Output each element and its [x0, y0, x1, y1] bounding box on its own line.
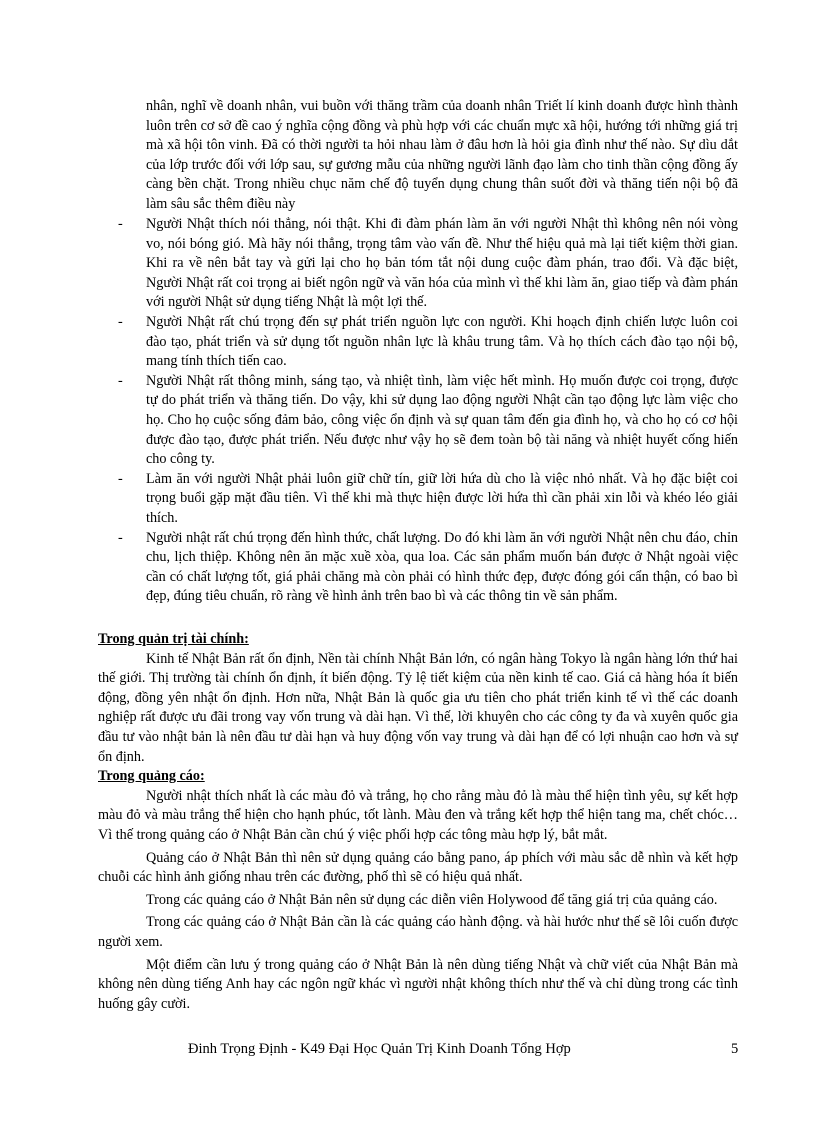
bullet-text: Làm ăn với người Nhật phải luôn giữ chữ tín, giữ lời hứa dù cho là việc nhỏ nhất. Và họ đặc biệt coi trọng buổi gặp mặt đầu tiên. Vì thế khi mà thực hiện được lời hứa thì cần phải xin lỗi và khéo léo giải thích. [146, 470, 738, 526]
bullet-text: Người Nhật thích nói thẳng, nói thật. Khi đi đàm phán làm ăn với người Nhật thì không nên nói vòng vo, nói bóng gió. Mà hãy nói thẳng, trọng tâm vào vấn đề. Như thế hiệu quả mà lại tiết kiệm thời gian. Khi ra về nên bắt tay và gửi lại cho họ bản tóm tắt nội dung cuộc đàm phán, trao đổi. Và đặc biệt, Người Nhật rất coi trọng ai biết ngôn ngữ và văn hóa của mình vì thế khi làm ăn, giao tiếp và đàm phán với người Nhật sử dụng tiếng Nhật là một lợi thế. [146, 216, 738, 311]
bullet-dash: - [118, 313, 123, 330]
continued-paragraph: nhân, nghĩ về doanh nhân, vui buồn với thăng trầm của doanh nhân Triết lí kinh doanh được hình thành luôn trên cơ sở đề cao ý nghĩa cộng đồng và phù hợp với các chuẩn mực xã hội, hướng tới những giá trị mà xã hội tôn vinh. Đã có thời người ta hỏi nhau làm ở đâu hơn là hỏi gia đình như thế nào. Sự dìu dắt của lớp trước đối với lớp sau, sự gương mẫu của những người lãnh đạo làm cho tinh thần cộng đồng ấy càng bền chặt. Trong nhiều chục năm chế độ tuyển dụng chung thân suốt đời và thăng tiến nội bộ đã làm sâu sắc thêm điều này [146, 98, 738, 212]
finance-heading: Trong quản trị tài chính: [98, 631, 249, 647]
finance-paragraph: Kinh tế Nhật Bản rất ổn định, Nền tài chính Nhật Bản lớn, có ngân hàng Tokyo là ngân hàng lớn thứ hai thế giới. Thị trường tài chính ổn định, ít biến động. Tỷ lệ tiết kiệm của nền kinh tế cao. Giá cả hàng hóa ít biến động, đồng yên nhật ổn định. Hơn nữa, Nhật Bản là quốc gia ưu tiên cho phát triển kinh tế vì thế các doanh nghiệp rất được ưu đãi trong vay vốn trung và dài hạn. Vì thế, lời khuyên cho các công ty đa và xuyên quốc gia đầu tư vào nhật bản là nên đầu tư dài hạn và huy động vốn vay trung và dài hạn để có lợi nhuận cao hơn và sự ổn định. [98, 650, 738, 765]
bullet-item [118, 215, 738, 313]
footer-author-text: Đinh Trọng Định - K49 Đại Học Quản Trị Kinh Doanh Tổng Hợp [188, 1041, 571, 1057]
advertising-paragraph: Một điểm cần lưu ý trong quảng cáo ở Nhật Bản là nên dùng tiếng Nhật và chữ viết của Nhật Bản mà không nên dùng tiếng Anh hay các ngôn ngữ khác vì người nhật không thích như thế và chỉ dùng trong các tình huống gây cười. [98, 956, 738, 1012]
bullet-item [118, 372, 738, 470]
lower-sections [98, 630, 738, 1014]
bullet-item [118, 529, 738, 607]
bullet-text: Người Nhật rất chú trọng đến sự phát triển nguồn lực con người. Khi hoạch định chiến lược luôn coi đào tạo, phát triển và sử dụng tốt nguồn nhân lực là khâu trung tâm. Và họ thích cách đào tạo nội bộ, mang tính thích tiến cao. [146, 313, 738, 370]
page-number: 5 [731, 1041, 739, 1057]
advertising-heading: Trong quảng cáo: [98, 768, 205, 785]
advertising-paragraph: Người nhật thích nhất là các màu đỏ và trắng, họ cho rằng màu đỏ là màu thể hiện tình yêu, sự kết hợp màu đỏ và màu trắng thể hiện cho hạnh phúc, tốt lành. Màu đen và trắng kết hợp thể hiện tang ma, chết chóc… Vì thế trong quảng cáo ở Nhật Bản cần chú ý việc phối hợp các tông màu hợp lý, bắt mắt. [98, 787, 738, 843]
bullet-text: Người Nhật rất thông minh, sáng tạo, và nhiệt tình, làm việc hết mình. Họ muốn được coi trọng, được tự do phát triển và thăng tiến. Do vậy, khi sử dụng lao động người Nhật cần tạo động lực làm việc cho họ. Cho họ cuộc sống đảm bảo, công việc ổn định và sự quan tâm đến gia đình họ, và cho họ có cơ hội được đào tạo, được phát triển. Nếu được như vậy họ sẽ đem toàn bộ tài năng và nhiệt huyết cống hiến cho công ty. [146, 372, 738, 468]
bullet-dash: - [118, 216, 123, 232]
bullet-dash: - [118, 529, 123, 546]
bullet-item [118, 470, 738, 529]
bullet-list [118, 215, 738, 607]
advertising-paragraph: Quảng cáo ở Nhật Bản thì nên sử dụng quảng cáo bằng pano, áp phích với màu sắc dễ nhìn và kết hợp chuỗi các hình ảnh giống nhau trên các đường, phố thì sẽ có hiệu quả nhất. [98, 849, 738, 886]
advertising-paragraph: Trong các quảng cáo ở Nhật Bản cần là các quảng cáo hành động. và hài hước như thế sẽ lôi cuốn được người xem. [98, 914, 738, 950]
page-footer [0, 1040, 816, 1060]
bullet-dash: - [118, 470, 123, 487]
bullet-text: Người nhật rất chú trọng đến hình thức, chất lượng. Do đó khi làm ăn với người Nhật nên chu đáo, chỉn chu, lịch thiệp. Không nên ăn mặc xuề xòa, qua loa. Các sản phẩm muốn bán được ở Nhật ngoài việc cần có chất lượng tốt, giá phải chăng mà còn phải có hình thức đẹp, được đóng gói cẩn thận, có bao bì đẹp, đúng tiêu chuẩn, rõ ràng về hình ảnh trên bao bì và các thông tin về sản phẩm. [146, 529, 738, 605]
bullet-dash: - [118, 372, 123, 389]
advertising-paragraph: Trong các quảng cáo ở Nhật Bản nên sử dụng các diễn viên Holywood để tăng giá trị của quảng cáo. [146, 891, 718, 908]
bullet-item [118, 313, 738, 372]
